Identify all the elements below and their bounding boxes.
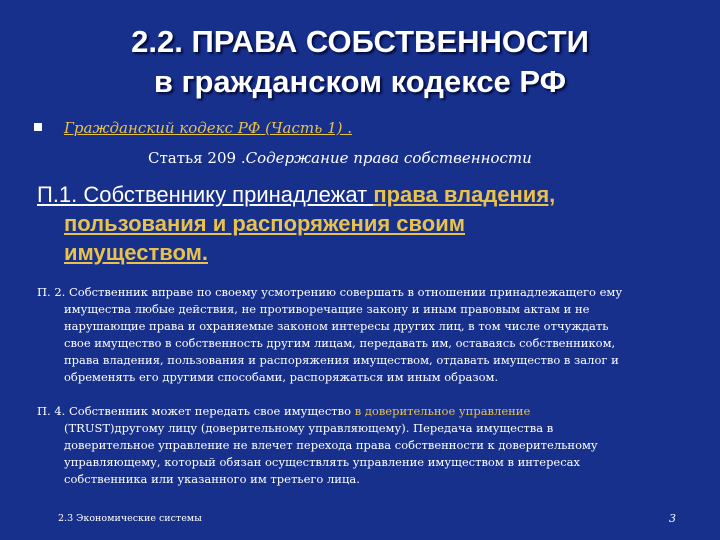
paragraph-2-line: нарушающие права и охраняемые законом интересы других лиц, в том числе отчуждать <box>64 319 609 333</box>
trust-management-highlight: в доверительное управление <box>354 404 531 418</box>
article-heading <box>148 149 532 167</box>
paragraph-4 <box>37 403 687 488</box>
paragraph-1-line-3 <box>37 238 687 267</box>
footer-section-label: 2.3 Экономические системы <box>58 513 202 524</box>
article-prefix: Статья 209 . <box>148 149 246 167</box>
paragraph-4-prefix: П. 4. Собственник может передать свое имущество <box>37 404 355 418</box>
paragraph-1-highlight-1: права владения, <box>373 182 556 207</box>
square-bullet-icon <box>34 123 42 131</box>
paragraph-2-line: имущества любые действия, не противоречащие закону и иным правовым актам и не <box>64 302 590 316</box>
paragraph-1-lead: П.1. Собственнику принадлежат <box>37 182 374 207</box>
page-number: 3 <box>669 512 676 525</box>
paragraph-4-line: собственника или указанного им третьего лица. <box>64 472 360 486</box>
article-title: Содержание права собственности <box>245 149 532 167</box>
paragraph-1-highlight-2: пользования и распоряжения своим <box>64 211 466 236</box>
paragraph-2-line: обременять его другими способами, распоряжаться им иным образом. <box>64 370 499 384</box>
slide-title-line2: в гражданском кодексе РФ <box>153 64 567 99</box>
paragraph-1-line-2 <box>37 209 687 238</box>
paragraph-4-line: доверительное управление не влечет перехода права собственности к доверительному <box>64 438 598 452</box>
paragraph-1 <box>37 180 687 267</box>
paragraph-2-line: свое имущество в собственность другим лицам, передавать им, оставаясь собственником, <box>64 336 616 350</box>
paragraph-4-line <box>37 403 687 420</box>
slide-title <box>0 22 720 102</box>
paragraph-4-line: управляющему, который обязан осуществлять управление имуществом в интересах <box>64 455 581 469</box>
paragraph-2-line: П. 2. Собственник вправе по своему усмотрению совершать в отношении принадлежащего ему <box>37 285 623 299</box>
paragraph-1-line-1 <box>37 180 687 209</box>
paragraph-2 <box>37 284 687 386</box>
paragraph-4-line: (TRUST)другому лицу (доверительному управляющему). Передача имущества в <box>64 421 554 435</box>
slide-title-line1: 2.2. ПРАВА СОБСТВЕННОСТИ <box>131 24 589 59</box>
civil-code-link[interactable]: Гражданский кодекс РФ (Часть 1) . <box>64 119 352 137</box>
paragraph-2-line: права владения, пользования и распоряжения имуществом, отдавать имущество в залог и <box>64 353 619 367</box>
paragraph-1-highlight-3: имуществом. <box>64 240 209 265</box>
